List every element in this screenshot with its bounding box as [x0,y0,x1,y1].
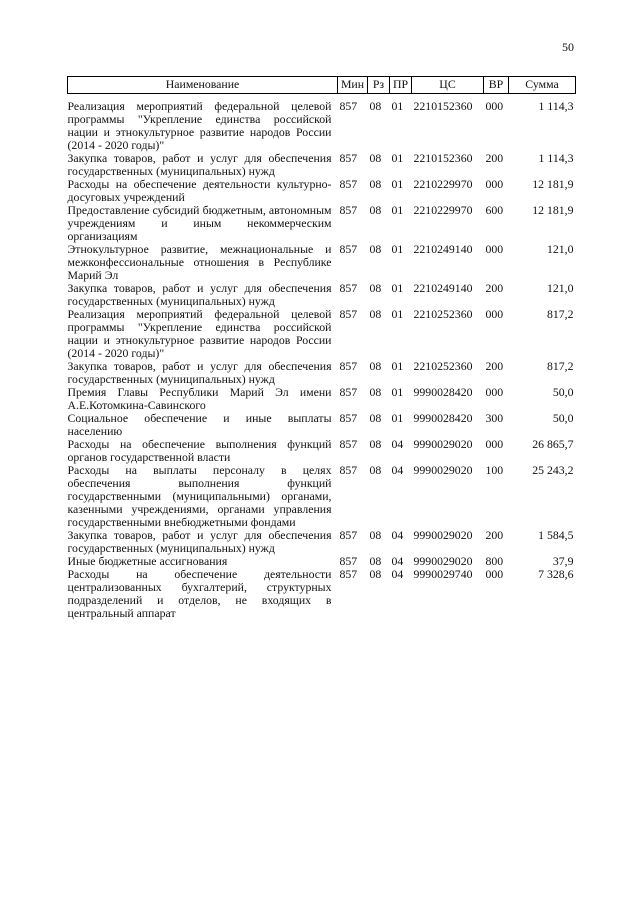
table-row [68,243,576,282]
page-number: 50 [562,40,574,54]
cell-name: Предоставление субсидий бюджетным, автономным учреждениям и иным некоммерческим организациям [67,203,332,243]
cell-rz: 08 [369,151,382,165]
cell-min: 857 [339,151,358,165]
budget-table [67,76,576,620]
header-rz: Рз [368,77,390,94]
table-row [68,204,576,243]
cell-cs: 9990028420 [413,411,473,425]
table-header-row [68,77,576,94]
cell-vr: 200 [485,528,504,542]
cell-sum: 817,2 [546,359,574,373]
table-row [68,152,576,178]
cell-sum: 12 181,9 [532,177,574,191]
cell-min: 857 [339,203,358,217]
cell-min: 857 [339,528,358,542]
cell-name: Расходы на выплаты персоналу в целях обеспечения выполнения функций государственными (муниципальными) органами, казенными учреждениями, органами управления государственными внебюджетными фондами [67,463,332,529]
cell-rz: 08 [369,359,382,373]
cell-cs: 9990029020 [413,463,473,477]
table-row [68,100,576,152]
cell-vr: 000 [485,242,504,256]
cell-pr: 04 [391,567,404,581]
cell-cs: 2210252360 [413,359,473,373]
cell-pr: 01 [391,307,404,321]
cell-name: Премия Главы Республики Марий Эл имени А.Е.Котомкина-Савинского [67,385,332,412]
cell-rz: 08 [369,567,382,581]
cell-rz: 08 [369,242,382,256]
cell-cs: 2210152360 [413,99,473,113]
cell-name: Закупка товаров, работ и услуг для обеспечения государственных (муниципальных) нужд [67,359,332,386]
cell-min: 857 [339,359,358,373]
cell-cs: 2210249140 [413,242,473,256]
table-row [68,412,576,438]
cell-cs: 2210152360 [413,151,473,165]
cell-vr: 000 [485,177,504,191]
cell-pr: 04 [391,437,404,451]
cell-vr: 000 [485,385,504,399]
cell-sum: 121,0 [546,242,574,256]
cell-rz: 08 [369,203,382,217]
cell-sum: 26 865,7 [532,437,574,451]
cell-rz: 08 [369,528,382,542]
table-row [68,308,576,360]
cell-sum: 1 584,5 [538,528,574,542]
table-row [68,464,576,529]
cell-rz: 08 [369,554,382,568]
cell-vr: 800 [485,554,504,568]
cell-rz: 08 [369,281,382,295]
cell-name: Социальное обеспечение и иные выплаты населению [67,411,332,438]
cell-sum: 1 114,3 [538,99,574,113]
table-row [68,568,576,620]
cell-vr: 200 [485,359,504,373]
cell-rz: 08 [369,463,382,477]
cell-cs: 9990029740 [413,567,473,581]
cell-pr: 04 [391,528,404,542]
cell-name: Расходы на обеспечение деятельности культурно-досуговых учреждений [67,177,332,204]
cell-rz: 08 [369,99,382,113]
cell-rz: 08 [369,411,382,425]
cell-pr: 01 [391,99,404,113]
cell-rz: 08 [369,385,382,399]
cell-vr: 200 [485,151,504,165]
cell-rz: 08 [369,177,382,191]
table-row [68,529,576,555]
cell-cs: 9990029020 [413,528,473,542]
cell-sum: 7 328,6 [538,567,574,581]
table-row [68,386,576,412]
header-pr: ПР [390,77,412,94]
cell-vr: 100 [485,463,504,477]
cell-sum: 12 181,9 [532,203,574,217]
cell-pr: 01 [391,385,404,399]
cell-min: 857 [339,567,358,581]
cell-pr: 01 [391,151,404,165]
header-min: Мин [338,77,368,94]
cell-vr: 000 [485,567,504,581]
cell-sum: 25 243,2 [532,463,574,477]
cell-vr: 300 [485,411,504,425]
cell-sum: 37,9 [552,554,574,568]
cell-min: 857 [339,242,358,256]
table-row [68,178,576,204]
cell-min: 857 [339,411,358,425]
cell-name: Расходы на обеспечение деятельности централизованных бухгалтерий, структурных подразделений и отделов, не входящих в центральный аппарат [67,567,332,620]
cell-pr: 01 [391,281,404,295]
cell-vr: 000 [485,99,504,113]
cell-min: 857 [339,281,358,295]
cell-min: 857 [339,437,358,451]
cell-pr: 01 [391,203,404,217]
cell-min: 857 [339,99,358,113]
cell-pr: 04 [391,554,404,568]
cell-name: Закупка товаров, работ и услуг для обеспечения государственных (муниципальных) нужд [67,281,332,308]
cell-name: Расходы на обеспечение выполнения функций органов государственной власти [67,437,332,464]
cell-rz: 08 [369,437,382,451]
cell-sum: 1 114,3 [538,151,574,165]
cell-pr: 01 [391,411,404,425]
cell-min: 857 [339,463,358,477]
table-row [68,360,576,386]
cell-rz: 08 [369,307,382,321]
header-cs: ЦС [412,77,484,94]
cell-pr: 01 [391,359,404,373]
cell-min: 857 [339,554,358,568]
cell-sum: 817,2 [546,307,574,321]
cell-vr: 200 [485,281,504,295]
cell-cs: 9990029020 [413,437,473,451]
cell-name: Закупка товаров, работ и услуг для обеспечения государственных (муниципальных) нужд [67,528,332,555]
cell-pr: 04 [391,463,404,477]
cell-pr: 01 [391,242,404,256]
cell-vr: 000 [485,307,504,321]
header-vr: ВР [484,77,509,94]
cell-sum: 50,0 [552,411,574,425]
cell-name: Реализация мероприятий федеральной целевой программы "Укрепление единства российской нации и этнокультурное развитие народов России (2014 - 2020 годы)" [67,99,332,152]
cell-name: Иные бюджетные ассигнования [67,554,228,568]
cell-cs: 2210249140 [413,281,473,295]
table-row [68,282,576,308]
cell-cs: 9990028420 [413,385,473,399]
table-row [68,438,576,464]
header-name: Наименование [68,77,338,94]
cell-cs: 2210229970 [413,177,473,191]
cell-cs: 9990029020 [413,554,473,568]
cell-min: 857 [339,307,358,321]
cell-pr: 01 [391,177,404,191]
cell-vr: 000 [485,437,504,451]
cell-cs: 2210229970 [413,203,473,217]
cell-sum: 121,0 [546,281,574,295]
cell-min: 857 [339,385,358,399]
header-sum: Сумма [509,77,576,94]
cell-name: Закупка товаров, работ и услуг для обеспечения государственных (муниципальных) нужд [67,151,332,178]
cell-name: Реализация мероприятий федеральной целевой программы "Укрепление единства российской нации и этнокультурное развитие народов России (2014 - 2020 годы)" [67,307,332,360]
cell-name: Этнокультурное развитие, межнациональные и межконфессиональные отношения в Республике Марий Эл [67,242,332,282]
cell-vr: 600 [485,203,504,217]
cell-min: 857 [339,177,358,191]
cell-sum: 50,0 [552,385,574,399]
cell-cs: 2210252360 [413,307,473,321]
